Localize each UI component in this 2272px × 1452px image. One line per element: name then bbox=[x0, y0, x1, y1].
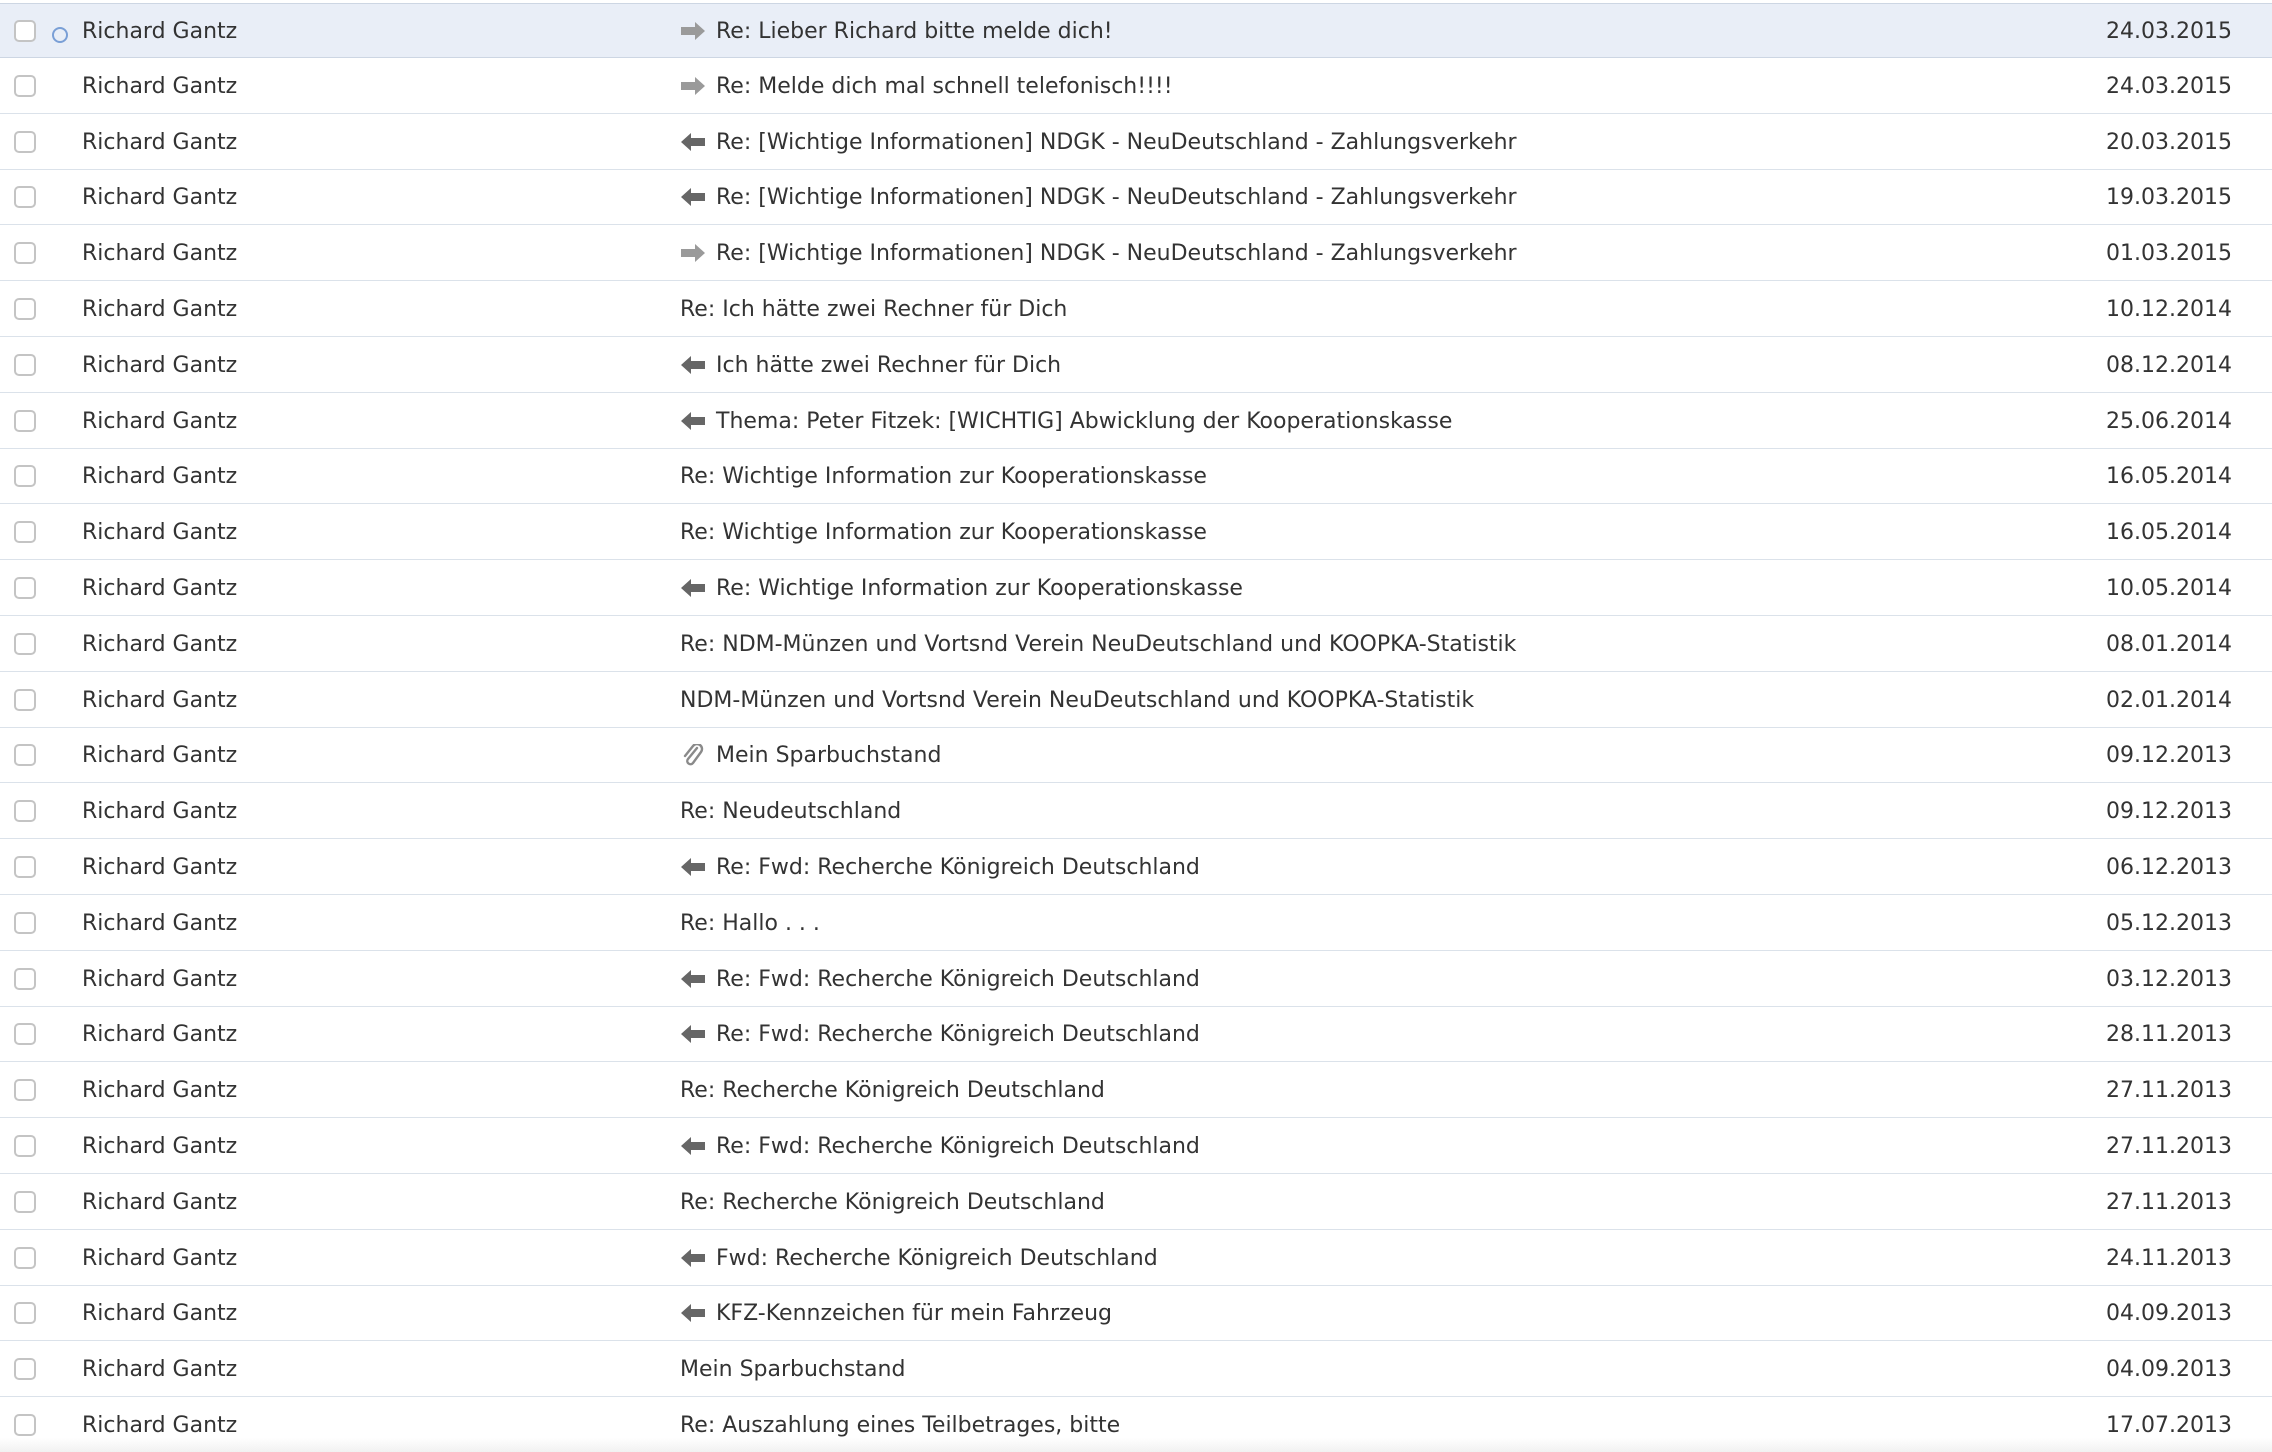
subject-text: Re: Recherche Königreich Deutschland bbox=[680, 1189, 1105, 1215]
sender-name: Richard Gantz bbox=[82, 464, 238, 490]
sender-name: Richard Gantz bbox=[82, 576, 238, 601]
select-checkbox[interactable] bbox=[14, 1358, 36, 1380]
select-checkbox[interactable] bbox=[14, 298, 36, 320]
message-row[interactable] bbox=[0, 1063, 2272, 1118]
received-date: 08.12.2014 bbox=[2106, 352, 2232, 378]
received-date: 25.06.2014 bbox=[2106, 408, 2232, 434]
message-row[interactable] bbox=[0, 561, 2272, 616]
received-date: 16.05.2014 bbox=[2106, 520, 2232, 546]
received-date: 10.05.2014 bbox=[2106, 576, 2232, 601]
select-checkbox[interactable] bbox=[14, 75, 36, 97]
message-row[interactable] bbox=[0, 1342, 2272, 1397]
subject-text: Re: Ich hätte zwei Rechner für Dich bbox=[680, 297, 1068, 322]
subject-text: Re: Fwd: Recherche Königreich Deutschland bbox=[716, 855, 1200, 880]
message-row[interactable] bbox=[0, 617, 2272, 672]
forwarded-icon bbox=[680, 20, 706, 42]
subject-text: Thema: Peter Fitzek: [WICHTIG] Abwicklung der Kooperationskasse bbox=[716, 408, 1453, 434]
received-date: 02.01.2014 bbox=[2106, 687, 2232, 713]
replied-icon bbox=[680, 410, 706, 432]
select-checkbox[interactable] bbox=[14, 633, 36, 655]
sender-name: Richard Gantz bbox=[82, 352, 238, 378]
subject-text: Re: Recherche Königreich Deutschland bbox=[680, 1078, 1105, 1104]
select-checkbox[interactable] bbox=[14, 465, 36, 487]
subject-text: Re: Hallo . . . bbox=[680, 910, 820, 936]
message-row[interactable] bbox=[0, 282, 2272, 337]
sender-name: Richard Gantz bbox=[82, 1413, 238, 1438]
received-date: 06.12.2013 bbox=[2106, 855, 2232, 880]
select-checkbox[interactable] bbox=[14, 912, 36, 934]
message-row[interactable] bbox=[0, 896, 2272, 951]
received-date: 17.07.2013 bbox=[2106, 1413, 2232, 1438]
sender-name: Richard Gantz bbox=[82, 185, 238, 211]
received-date: 27.11.2013 bbox=[2106, 1134, 2232, 1159]
received-date: 01.03.2015 bbox=[2106, 241, 2232, 267]
subject-text: KFZ-Kennzeichen für mein Fahrzeug bbox=[716, 1301, 1112, 1327]
unread-indicator-icon[interactable] bbox=[52, 27, 68, 43]
replied-icon bbox=[680, 1023, 706, 1045]
replied-icon bbox=[680, 1247, 706, 1269]
forwarded-icon bbox=[680, 242, 706, 264]
attachment-icon bbox=[680, 744, 706, 766]
sender-name: Richard Gantz bbox=[82, 408, 238, 434]
select-checkbox[interactable] bbox=[14, 1023, 36, 1045]
received-date: 04.09.2013 bbox=[2106, 1301, 2232, 1327]
select-checkbox[interactable] bbox=[14, 1191, 36, 1213]
message-row[interactable] bbox=[0, 1231, 2272, 1286]
forwarded-icon bbox=[680, 75, 706, 97]
message-row[interactable] bbox=[0, 3, 2272, 58]
select-checkbox[interactable] bbox=[14, 521, 36, 543]
select-checkbox[interactable] bbox=[14, 354, 36, 376]
sender-name: Richard Gantz bbox=[82, 799, 238, 825]
received-date: 24.11.2013 bbox=[2106, 1245, 2232, 1271]
subject-text: Re: Fwd: Recherche Königreich Deutschland bbox=[716, 1134, 1200, 1159]
sender-name: Richard Gantz bbox=[82, 910, 238, 936]
subject-text: Re: [Wichtige Informationen] NDGK - NeuDeutschland - Zahlungsverkehr bbox=[716, 241, 1517, 267]
received-date: 09.12.2013 bbox=[2106, 799, 2232, 825]
sender-name: Richard Gantz bbox=[82, 687, 238, 713]
subject-text: Re: [Wichtige Informationen] NDGK - NeuDeutschland - Zahlungsverkehr bbox=[716, 185, 1517, 211]
replied-icon bbox=[680, 968, 706, 990]
select-checkbox[interactable] bbox=[14, 1414, 36, 1436]
message-row[interactable] bbox=[0, 449, 2272, 504]
sender-name: Richard Gantz bbox=[82, 241, 238, 267]
select-checkbox[interactable] bbox=[14, 1079, 36, 1101]
subject-text: Re: [Wichtige Informationen] NDGK - NeuDeutschland - Zahlungsverkehr bbox=[716, 129, 1517, 155]
message-row[interactable] bbox=[0, 394, 2272, 449]
replied-icon bbox=[680, 856, 706, 878]
select-checkbox[interactable] bbox=[14, 800, 36, 822]
received-date: 27.11.2013 bbox=[2106, 1078, 2232, 1104]
subject-text: Fwd: Recherche Königreich Deutschland bbox=[716, 1245, 1158, 1271]
message-row[interactable] bbox=[0, 59, 2272, 114]
received-date: 20.03.2015 bbox=[2106, 129, 2232, 155]
replied-icon bbox=[680, 577, 706, 599]
message-row[interactable] bbox=[0, 170, 2272, 225]
select-checkbox[interactable] bbox=[14, 186, 36, 208]
sender-name: Richard Gantz bbox=[82, 19, 238, 44]
replied-icon bbox=[680, 131, 706, 153]
message-row[interactable] bbox=[0, 505, 2272, 560]
message-row[interactable] bbox=[0, 1119, 2272, 1174]
message-row[interactable] bbox=[0, 952, 2272, 1007]
sender-name: Richard Gantz bbox=[82, 1245, 238, 1271]
replied-icon bbox=[680, 1135, 706, 1157]
received-date: 27.11.2013 bbox=[2106, 1189, 2232, 1215]
subject-text: Re: Neudeutschland bbox=[680, 799, 902, 825]
received-date: 08.01.2014 bbox=[2106, 631, 2232, 657]
replied-icon bbox=[680, 1302, 706, 1324]
message-row[interactable] bbox=[0, 226, 2272, 281]
message-row[interactable] bbox=[0, 728, 2272, 783]
sender-name: Richard Gantz bbox=[82, 743, 238, 769]
sender-name: Richard Gantz bbox=[82, 1189, 238, 1215]
received-date: 04.09.2013 bbox=[2106, 1357, 2232, 1383]
select-checkbox[interactable] bbox=[14, 1247, 36, 1269]
sender-name: Richard Gantz bbox=[82, 73, 238, 99]
subject-text: Re: NDM-Münzen und Vortsnd Verein NeuDeutschland und KOOPKA-Statistik bbox=[680, 631, 1517, 657]
subject-text: Mein Sparbuchstand bbox=[716, 743, 942, 769]
replied-icon bbox=[680, 354, 706, 376]
sender-name: Richard Gantz bbox=[82, 966, 238, 992]
select-checkbox[interactable] bbox=[14, 689, 36, 711]
sender-name: Richard Gantz bbox=[82, 1022, 238, 1048]
sender-name: Richard Gantz bbox=[82, 855, 238, 880]
subject-text: Mein Sparbuchstand bbox=[680, 1357, 906, 1383]
select-checkbox[interactable] bbox=[14, 20, 36, 42]
select-checkbox[interactable] bbox=[14, 577, 36, 599]
received-date: 16.05.2014 bbox=[2106, 464, 2232, 490]
select-checkbox[interactable] bbox=[14, 410, 36, 432]
subject-text: Re: Auszahlung eines Teilbetrages, bitte bbox=[680, 1413, 1121, 1438]
received-date: 05.12.2013 bbox=[2106, 910, 2232, 936]
sender-name: Richard Gantz bbox=[82, 1357, 238, 1383]
message-row[interactable] bbox=[0, 1175, 2272, 1230]
subject-text: Re: Fwd: Recherche Königreich Deutschland bbox=[716, 1022, 1200, 1048]
received-date: 09.12.2013 bbox=[2106, 743, 2232, 769]
subject-text: NDM-Münzen und Vortsnd Verein NeuDeutschland und KOOPKA-Statistik bbox=[680, 687, 1475, 713]
message-row[interactable] bbox=[0, 115, 2272, 170]
received-date: 10.12.2014 bbox=[2106, 297, 2232, 322]
sender-name: Richard Gantz bbox=[82, 1134, 238, 1159]
received-date: 24.03.2015 bbox=[2106, 19, 2232, 44]
received-date: 24.03.2015 bbox=[2106, 73, 2232, 99]
message-row[interactable] bbox=[0, 1007, 2272, 1062]
subject-text: Re: Lieber Richard bitte melde dich! bbox=[716, 19, 1113, 44]
replied-icon bbox=[680, 186, 706, 208]
message-row[interactable] bbox=[0, 673, 2272, 728]
sender-name: Richard Gantz bbox=[82, 1078, 238, 1104]
subject-text: Ich hätte zwei Rechner für Dich bbox=[716, 352, 1062, 378]
select-checkbox[interactable] bbox=[14, 131, 36, 153]
message-row[interactable] bbox=[0, 1398, 2272, 1452]
sender-name: Richard Gantz bbox=[82, 520, 238, 546]
select-checkbox[interactable] bbox=[14, 968, 36, 990]
sender-name: Richard Gantz bbox=[82, 129, 238, 155]
subject-text: Re: Wichtige Information zur Kooperationskasse bbox=[716, 576, 1243, 601]
message-row[interactable] bbox=[0, 338, 2272, 393]
select-checkbox[interactable] bbox=[14, 744, 36, 766]
message-row[interactable] bbox=[0, 784, 2272, 839]
sender-name: Richard Gantz bbox=[82, 631, 238, 657]
received-date: 19.03.2015 bbox=[2106, 185, 2232, 211]
sender-name: Richard Gantz bbox=[82, 297, 238, 322]
subject-text: Re: Wichtige Information zur Kooperationskasse bbox=[680, 464, 1207, 490]
subject-text: Re: Wichtige Information zur Kooperationskasse bbox=[680, 520, 1207, 546]
sender-name: Richard Gantz bbox=[82, 1301, 238, 1327]
received-date: 03.12.2013 bbox=[2106, 966, 2232, 992]
received-date: 28.11.2013 bbox=[2106, 1022, 2232, 1048]
select-checkbox[interactable] bbox=[14, 1302, 36, 1324]
subject-text: Re: Fwd: Recherche Königreich Deutschland bbox=[716, 966, 1200, 992]
subject-text: Re: Melde dich mal schnell telefonisch!!!! bbox=[716, 73, 1173, 99]
select-checkbox[interactable] bbox=[14, 242, 36, 264]
message-row[interactable] bbox=[0, 1286, 2272, 1341]
select-checkbox[interactable] bbox=[14, 1135, 36, 1157]
message-row[interactable] bbox=[0, 840, 2272, 895]
select-checkbox[interactable] bbox=[14, 856, 36, 878]
